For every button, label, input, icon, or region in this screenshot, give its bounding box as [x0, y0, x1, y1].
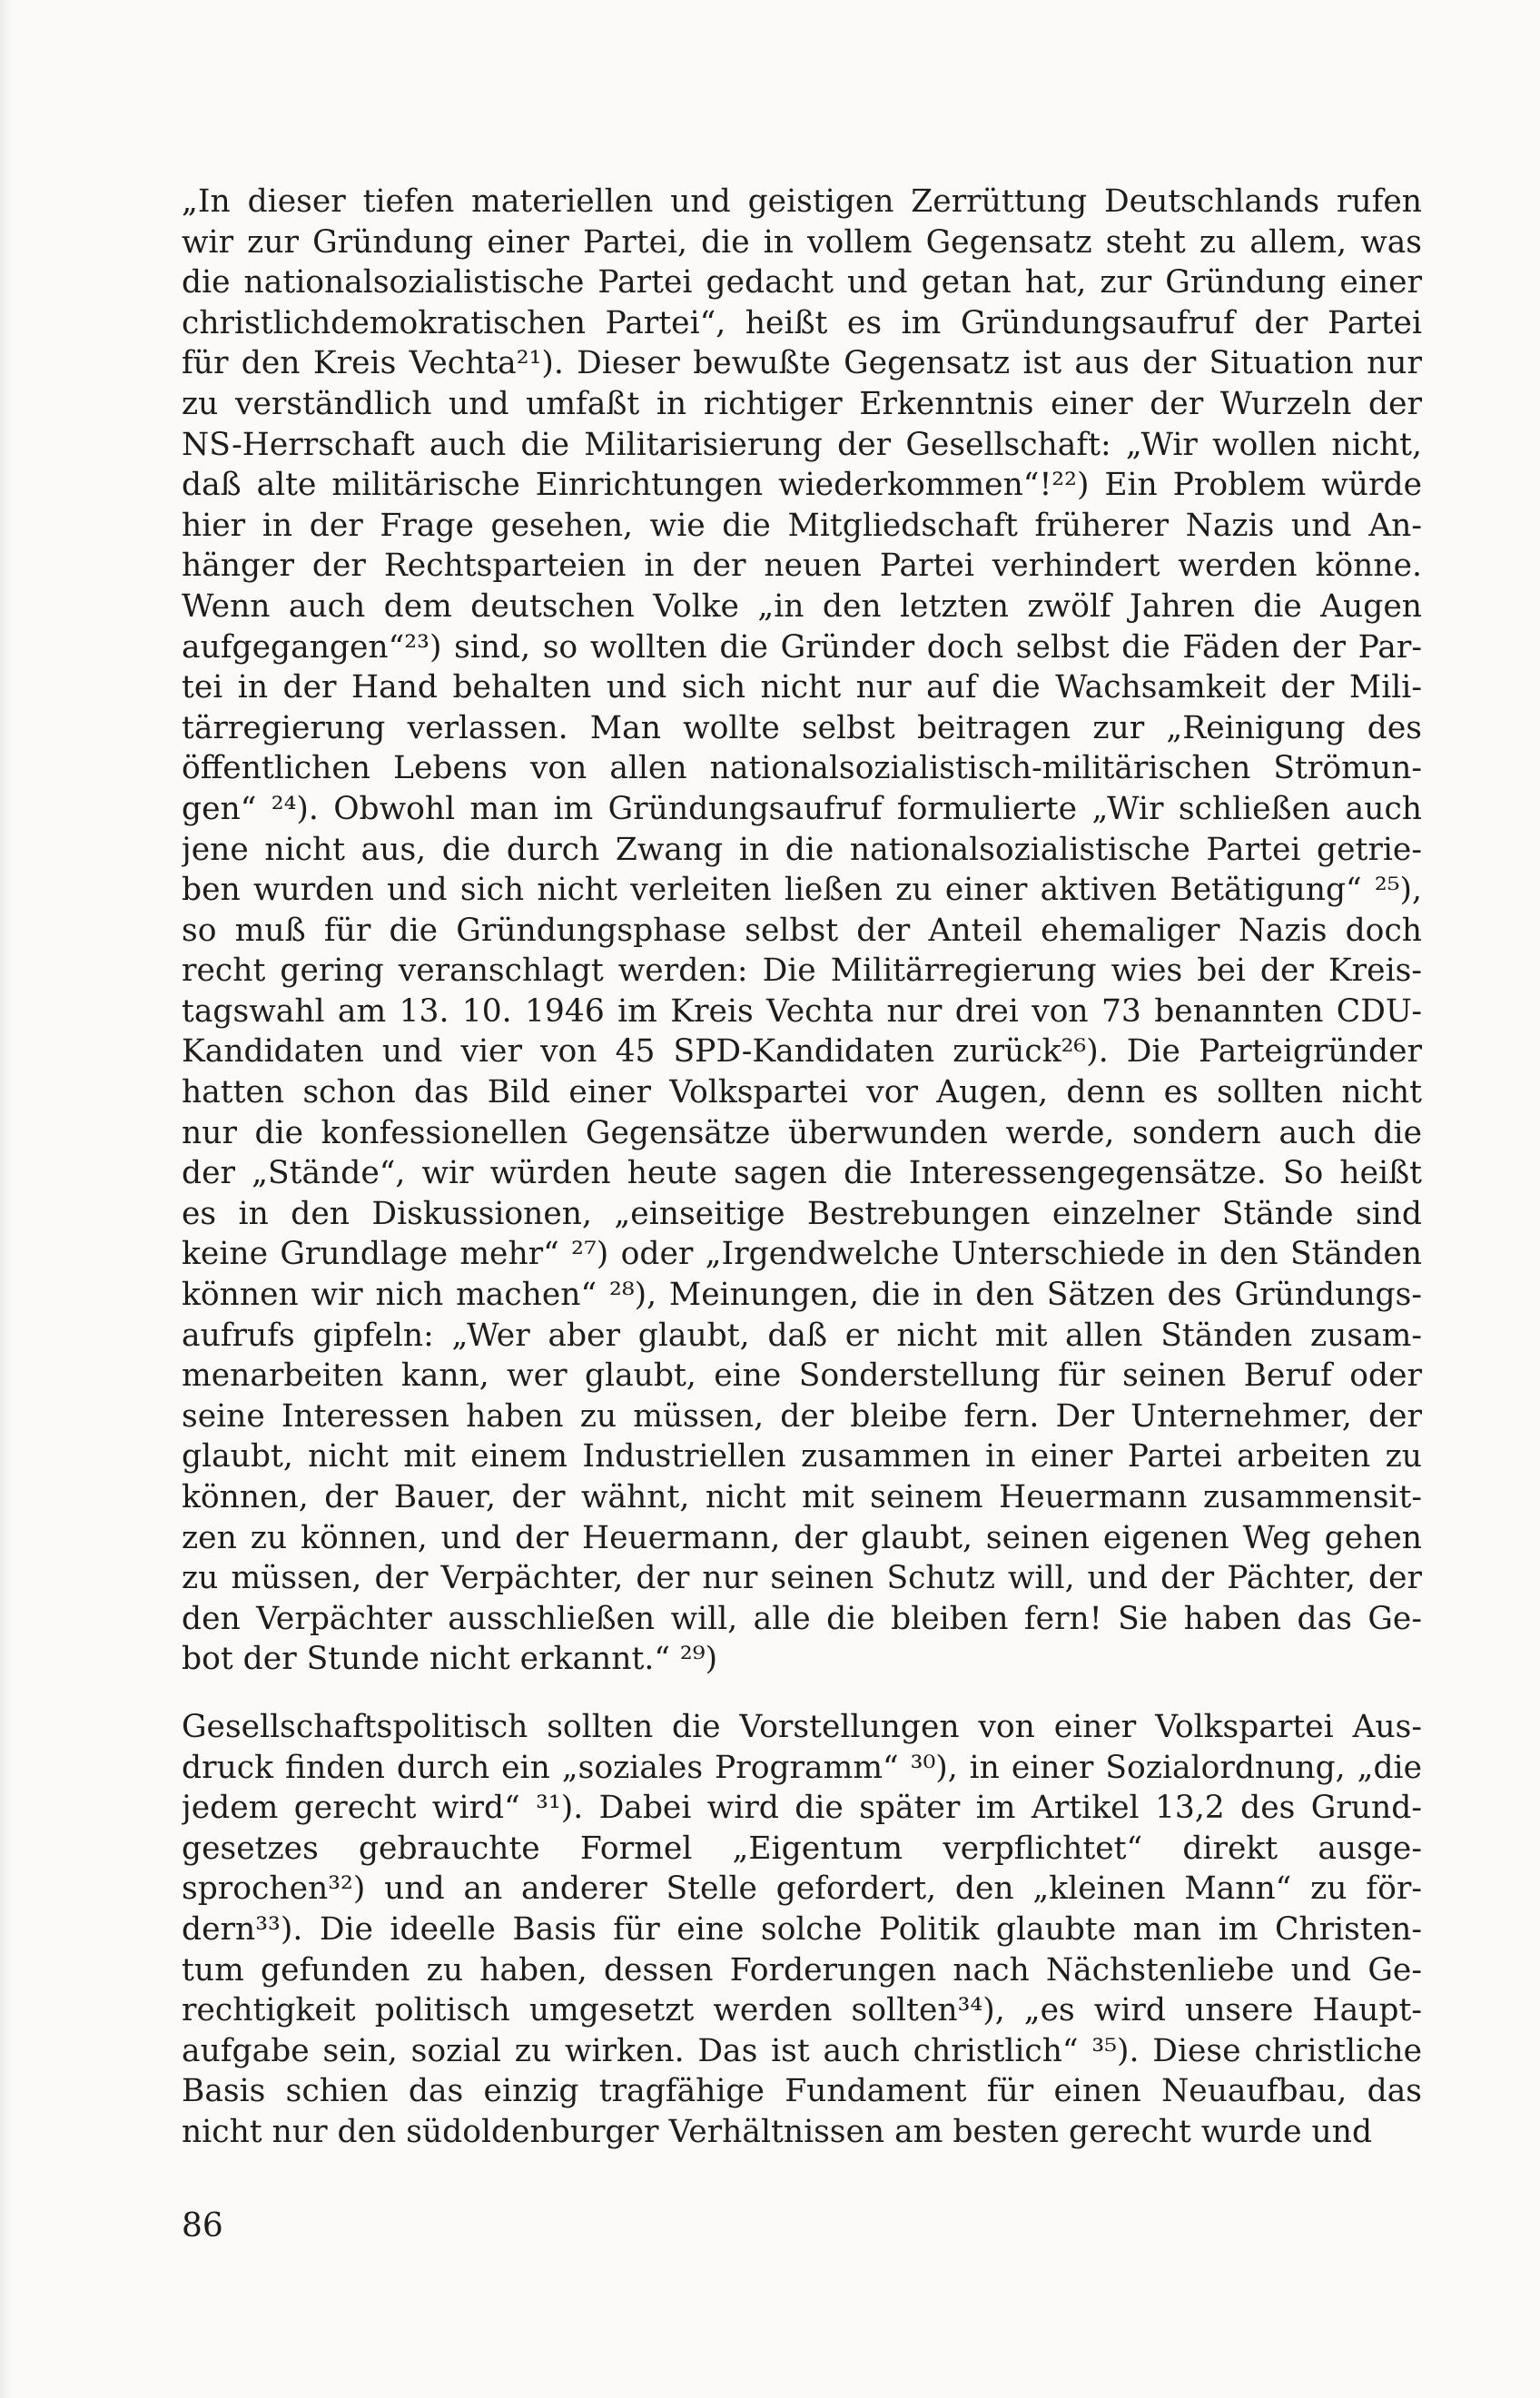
text-line: recht gering veranschlagt werden: Die Militärregierung wies bei der Kreis-: [182, 952, 1422, 990]
text-line: daß alte militärische Einrichtungen wiederkommen“!²²) Ein Problem würde: [182, 467, 1422, 504]
text-line: den Verpächter ausschließen will, alle die bleiben fern! Sie haben das Ge-: [182, 1600, 1422, 1637]
text-line: wir zur Gründung einer Partei, die in vollem Gegensatz steht zu allem, was: [182, 223, 1422, 261]
text-line: Wenn auch dem deutschen Volke „in den letzten zwölf Jahren die Augen: [182, 587, 1422, 625]
paragraph-1: [182, 182, 1422, 1680]
text-line: jedem gerecht wird“ ³¹). Dabei wird die später im Artikel 13,2 des Grund-: [182, 1790, 1422, 1827]
text-line: so muß für die Gründungsphase selbst der Anteil ehemaliger Nazis doch: [182, 912, 1422, 949]
page-edge-shadow: [0, 0, 13, 2398]
text-line: hatten schon das Bild einer Volkspartei vor Augen, denn es sollten nicht: [182, 1074, 1422, 1111]
text-line: aufrufs gipfeln: „Wer aber glaubt, daß er nicht mit allen Ständen zusam-: [182, 1317, 1422, 1354]
text-line: Kandidaten und vier von 45 SPD-Kandidaten zurück²⁶). Die Parteigründer: [182, 1033, 1422, 1071]
text-line: nicht nur den südoldenburger Verhältnissen am besten gerecht wurde und: [182, 2113, 1373, 2150]
text-line: hänger der Rechtsparteien in der neuen Partei verhindert werden könne.: [182, 548, 1422, 585]
text-line: gen“ ²⁴). Obwohl man im Gründungsaufruf formulierte „Wir schließen auch: [182, 790, 1422, 827]
text-line: „In dieser tiefen materiellen und geistigen Zerrüttung Deutschlands rufen: [182, 183, 1422, 220]
text-line: Gesellschaftspolitisch sollten die Vorstellungen von einer Volkspartei Aus-: [182, 1708, 1422, 1745]
text-line: tagswahl am 13. 10. 1946 im Kreis Vechta nur drei von 73 benannten CDU-: [182, 992, 1422, 1030]
body-text: [182, 182, 1422, 2153]
text-line: zen zu können, und der Heuermann, der glaubt, seinen eigenen Weg gehen: [182, 1519, 1422, 1556]
text-line: gesetzes gebrauchte Formel „Eigentum verpflichtet“ direkt ausge-: [182, 1830, 1422, 1867]
text-line: bot der Stunde nicht erkannt.“ ²⁹): [182, 1641, 718, 1678]
text-line: können wir nich machen“ ²⁸), Meinungen, die in den Sätzen des Gründungs-: [182, 1277, 1422, 1314]
text-line: tärregierung verlassen. Man wollte selbst beitragen zur „Reinigung des: [182, 709, 1422, 746]
text-line: die nationalsozialistische Partei gedacht und getan hat, zur Gründung einer: [182, 264, 1422, 301]
text-line: hier in der Frage gesehen, wie die Mitgliedschaft früherer Nazis und An-: [182, 507, 1422, 544]
text-line: können, der Bauer, der wähnt, nicht mit seinem Heuermann zusammensit-: [182, 1479, 1422, 1515]
text-line: druck finden durch ein „soziales Programm“ ³⁰), in einer Sozialordnung, „die: [182, 1749, 1422, 1786]
text-line: öffentlichen Lebens von allen nationalsozialistisch-militärischen Strömun-: [182, 750, 1422, 787]
text-line: tum gefunden zu haben, dessen Forderungen nach Nächstenliebe und Ge-: [182, 1951, 1422, 1988]
text-line: NS-Herrschaft auch die Militarisierung der Gesellschaft: „Wir wollen nicht,: [182, 426, 1422, 463]
text-line: dern³³). Die ideelle Basis für eine solche Politik glaubte man im Christen-: [182, 1910, 1422, 1948]
text-line: sprochen³²) und an anderer Stelle gefordert, den „kleinen Mann“ zu för-: [182, 1870, 1422, 1908]
text-line: nur die konfessionellen Gegensätze überwunden werde, sondern auch die: [182, 1114, 1422, 1151]
text-line: ben wurden und sich nicht verleiten ließen zu einer aktiven Betätigung“ ²⁵),: [182, 872, 1422, 909]
text-line: tei in der Hand behalten und sich nicht nur auf die Wachsamkeit der Mili-: [182, 669, 1422, 706]
text-line: es in den Diskussionen, „einseitige Bestrebungen einzelner Stände sind: [182, 1195, 1422, 1232]
paragraph-2: [182, 1707, 1422, 2153]
text-line: menarbeiten kann, wer glaubt, eine Sonderstellung für seinen Beruf oder: [182, 1357, 1422, 1395]
text-line: aufgabe sein, sozial zu wirken. Das ist auch christlich“ ³⁵). Diese christliche: [182, 2032, 1422, 2069]
text-line: jene nicht aus, die durch Zwang in die nationalsozialistische Partei getrie-: [182, 831, 1422, 868]
text-line: für den Kreis Vechta²¹). Dieser bewußte Gegensatz ist aus der Situation nur: [182, 345, 1422, 382]
text-line: rechtigkeit politisch umgesetzt werden sollten³⁴), „es wird unsere Haupt-: [182, 1992, 1422, 2029]
text-line: glaubt, nicht mit einem Industriellen zusammen in einer Partei arbeiten zu: [182, 1438, 1422, 1475]
text-line: zu verständlich und umfaßt in richtiger Erkenntnis einer der Wurzeln der: [182, 385, 1422, 422]
text-line: Basis schien das einzig tragfähige Fundament für einen Neuaufbau, das: [182, 2073, 1422, 2110]
text-line: zu müssen, der Verpächter, der nur seinen Schutz will, und der Pächter, der: [182, 1560, 1422, 1597]
page-number: 86: [182, 2207, 223, 2245]
text-line: der „Stände“, wir würden heute sagen die Interessengegensätze. So heißt: [182, 1155, 1422, 1192]
text-line: seine Interessen haben zu müssen, der bleibe fern. Der Unternehmer, der: [182, 1397, 1422, 1435]
text-line: christlichdemokratischen Partei“, heißt es im Gründungsaufruf der Partei: [182, 304, 1422, 341]
text-line: aufgegangen“²³) sind, so wollten die Gründer doch selbst die Fäden der Par-: [182, 628, 1422, 666]
text-line: keine Grundlage mehr“ ²⁷) oder „Irgendwelche Unterschiede in den Ständen: [182, 1236, 1422, 1273]
